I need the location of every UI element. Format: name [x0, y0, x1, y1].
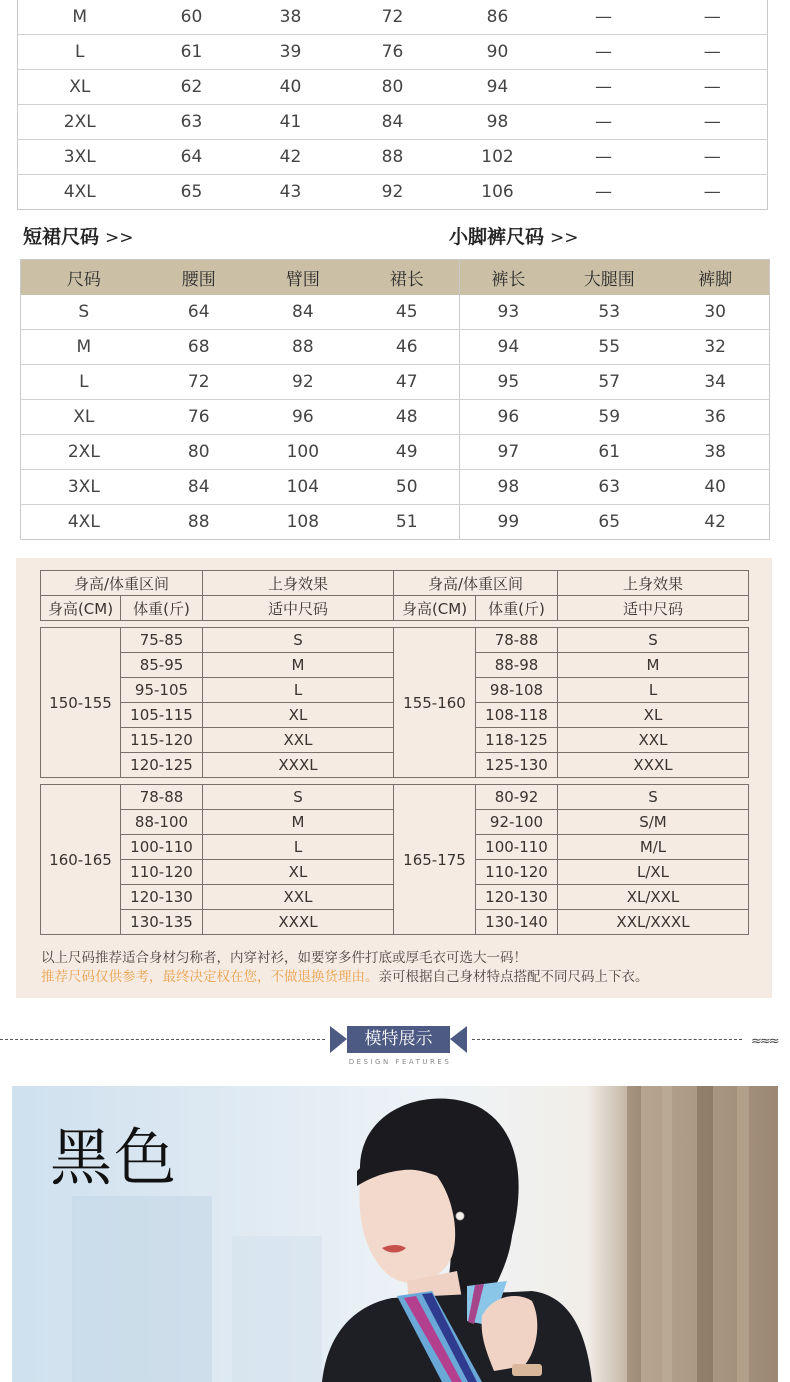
table-cell: 42 [704, 512, 726, 532]
table-cell: 62 [142, 70, 242, 105]
table-cell: — [550, 0, 658, 35]
table-cell: 104 [251, 470, 355, 505]
table-cell: M [203, 810, 394, 835]
table-cell: 76 [147, 400, 251, 435]
table-cell: 130-140 [476, 910, 558, 935]
divider-left [0, 1039, 325, 1040]
table-cell: 38 [242, 0, 340, 35]
table-cell: — [550, 105, 658, 140]
table-cell: 64 [142, 140, 242, 175]
table-cell: 47 [355, 365, 459, 400]
table-cell: 59 [557, 400, 661, 435]
table-cell: 80 [147, 435, 251, 470]
table-row [21, 365, 770, 400]
table-row [21, 295, 770, 330]
table-cell: M [203, 653, 394, 678]
table-cell: 93 [459, 295, 557, 330]
table-cell: 72 [340, 0, 446, 35]
table-cell: 65 [598, 512, 621, 532]
spacer-cell [41, 778, 749, 785]
size-recommendation-card [16, 558, 772, 998]
table-cell: 88 [187, 512, 210, 532]
table-cell: L [18, 35, 142, 70]
skirt-size-title: 短裙尺码 >> [23, 226, 134, 248]
table-cell: 63 [557, 470, 661, 505]
table-cell: 61 [142, 35, 242, 70]
table-cell: 98-108 [476, 678, 558, 703]
table-cell: 43 [279, 182, 302, 202]
table-cell: 102 [446, 140, 550, 175]
table-cell: 95-105 [121, 678, 203, 703]
table-cell: 85-95 [121, 653, 203, 678]
table-cell: — [658, 35, 768, 70]
table-cell: 51 [395, 512, 418, 532]
table-cell: — [658, 0, 768, 35]
table-cell: 63 [142, 105, 242, 140]
table-cell: 108-118 [476, 703, 558, 728]
table-cell: 80 [340, 70, 446, 105]
table-cell: XXXL [203, 910, 394, 935]
table-cell: 65 [180, 182, 203, 202]
table-cell: — [703, 182, 721, 202]
color-label: 黑色 [50, 1121, 179, 1194]
table-row [41, 596, 749, 621]
table-cell: XL/XXL [558, 885, 749, 910]
table-cell: 98 [446, 105, 550, 140]
table-cell: XXL/XXXL [558, 910, 749, 935]
column-header: 身高/体重区间 [41, 571, 203, 596]
table-cell: 92 [381, 182, 404, 202]
table-cell: 80-92 [476, 785, 558, 810]
table-cell: 84 [251, 295, 355, 330]
table-cell: — [550, 140, 658, 175]
column-header: 大腿围 [557, 260, 661, 296]
table-cell: M/L [558, 835, 749, 860]
table-cell: 68 [147, 330, 251, 365]
table-cell: L [203, 835, 394, 860]
table-cell: 42 [242, 140, 340, 175]
table-cell: 110-120 [121, 860, 203, 885]
table-cell: S [558, 785, 749, 810]
table-cell: 98 [459, 470, 557, 505]
table-cell: 84 [147, 470, 251, 505]
table-cell: 130-135 [121, 910, 203, 935]
table-cell: 96 [459, 400, 557, 435]
table-cell: L [21, 365, 147, 400]
table-cell: 120-125 [121, 753, 203, 778]
spacer-cell [41, 621, 749, 628]
table-cell: 30 [661, 295, 769, 330]
table-cell: 53 [557, 295, 661, 330]
table-cell: 49 [355, 435, 459, 470]
column-header: 身高(CM) [41, 596, 121, 621]
table-row [21, 435, 770, 470]
table-cell: 32 [661, 330, 769, 365]
column-header: 体重(斤) [121, 596, 203, 621]
height-range: 155-160 [394, 628, 476, 778]
table-cell: 40 [661, 470, 769, 505]
table-cell: — [550, 70, 658, 105]
table-cell: 96 [251, 400, 355, 435]
table-row [18, 0, 768, 35]
column-header: 臂围 [251, 260, 355, 296]
table-cell: — [658, 70, 768, 105]
upper-size-table [17, 0, 768, 210]
table-cell: 110-120 [476, 860, 558, 885]
height-range: 165-175 [394, 785, 476, 935]
table-cell: 90 [446, 35, 550, 70]
table-cell: 94 [459, 330, 557, 365]
table-cell: 88 [251, 330, 355, 365]
table-row [21, 505, 770, 540]
table-cell: XXL [203, 885, 394, 910]
table-cell: XL [18, 70, 142, 105]
table-row [21, 470, 770, 505]
table-cell: 3XL [21, 470, 147, 505]
table-cell: — [595, 182, 612, 202]
table-cell: 38 [661, 435, 769, 470]
column-header: 腰围 [147, 260, 251, 296]
table-cell: 92-100 [476, 810, 558, 835]
column-header: 裙长 [355, 260, 459, 296]
table-cell: 2XL [18, 105, 142, 140]
table-cell: S [558, 628, 749, 653]
table-cell: 72 [147, 365, 251, 400]
table-cell: 95 [459, 365, 557, 400]
table-row [18, 70, 768, 105]
table-cell: XXXL [558, 753, 749, 778]
table-row [18, 35, 768, 70]
table-cell: XL [558, 703, 749, 728]
table-cell: 84 [340, 105, 446, 140]
table-cell: 94 [446, 70, 550, 105]
table-cell: 64 [147, 295, 251, 330]
table-cell: 100-110 [121, 835, 203, 860]
table-cell: L [558, 678, 749, 703]
table-cell: 100-110 [476, 835, 558, 860]
table-cell: M [18, 0, 142, 35]
height-weight-table [40, 570, 749, 935]
height-range: 160-165 [41, 785, 121, 935]
table-cell: 45 [355, 295, 459, 330]
table-cell: S [21, 295, 147, 330]
table-cell: 39 [242, 35, 340, 70]
table-row [41, 785, 749, 810]
column-header: 上身效果 [558, 571, 749, 596]
model-photo [12, 1086, 778, 1382]
table-cell: 76 [340, 35, 446, 70]
wave-icon: ≈≈≈ [751, 1034, 778, 1049]
table-cell: M [21, 330, 147, 365]
title-arrow: >> [105, 228, 134, 248]
table-cell: XXL [558, 728, 749, 753]
column-header: 身高/体重区间 [394, 571, 558, 596]
column-header: 裤脚 [661, 260, 769, 296]
table-cell: 57 [557, 365, 661, 400]
table-row [18, 105, 768, 140]
banner-ribbon-left [330, 1026, 347, 1053]
table-cell: M [558, 653, 749, 678]
table-cell: 61 [557, 435, 661, 470]
table-cell: 55 [557, 330, 661, 365]
table-cell: 46 [355, 330, 459, 365]
table-cell: — [658, 105, 768, 140]
table-cell: XXL [203, 728, 394, 753]
table-cell: 108 [286, 512, 320, 532]
table-row [21, 400, 770, 435]
table-cell: 48 [355, 400, 459, 435]
table-cell: 4XL [67, 512, 100, 532]
table-cell: 88-98 [476, 653, 558, 678]
table-cell: 78-88 [121, 785, 203, 810]
table-cell: 100 [251, 435, 355, 470]
table-cell: L [203, 678, 394, 703]
table-cell: 40 [242, 70, 340, 105]
column-header: 适中尺码 [558, 596, 749, 621]
column-header: 尺码 [21, 260, 147, 296]
table-cell: XL [21, 400, 147, 435]
table-cell: 99 [459, 505, 557, 540]
table-cell: 115-120 [121, 728, 203, 753]
table-cell: 120-130 [121, 885, 203, 910]
table-cell: 36 [661, 400, 769, 435]
table-cell: 4XL [63, 182, 96, 202]
table-row [18, 175, 768, 210]
block-spacer [41, 778, 749, 785]
height-range: 150-155 [41, 628, 121, 778]
table-cell: 105-115 [121, 703, 203, 728]
disclaimer-note: 推荐尺码仅供参考，最终决定权在您，不做退换货理由。亲可根据自己身材特点搭配不同尺码上下衣。 [41, 969, 649, 985]
title-arrow: >> [550, 228, 579, 248]
table-cell: 86 [446, 0, 550, 35]
table-cell: 88 [340, 140, 446, 175]
table-row [21, 330, 770, 365]
table-cell: 2XL [21, 435, 147, 470]
table-cell: 60 [142, 0, 242, 35]
table-cell: 78-88 [476, 628, 558, 653]
table-cell: S [203, 785, 394, 810]
table-row [41, 628, 749, 653]
skirt-pants-size-table [20, 259, 770, 540]
table-cell: XXXL [203, 753, 394, 778]
table-row [41, 571, 749, 596]
table-row [18, 140, 768, 175]
table-cell: 106 [481, 182, 514, 202]
banner-subtitle: DESIGN FEATURES [348, 1058, 452, 1066]
table-cell: 118-125 [476, 728, 558, 753]
table-cell: 3XL [18, 140, 142, 175]
table-cell: 97 [459, 435, 557, 470]
section-banner: 模特展示 [347, 1026, 450, 1053]
table-cell: 88-100 [121, 810, 203, 835]
table-cell: XL [203, 703, 394, 728]
table-cell: — [658, 140, 768, 175]
block-spacer [41, 621, 749, 628]
table-cell: 50 [355, 470, 459, 505]
table-cell: 125-130 [476, 753, 558, 778]
table-cell: S [203, 628, 394, 653]
pants-size-title: 小脚裤尺码 >> [449, 226, 579, 248]
column-header: 裤长 [459, 260, 557, 296]
table-cell: L/XL [558, 860, 749, 885]
column-header: 体重(斤) [476, 596, 558, 621]
table-cell: 34 [661, 365, 769, 400]
table-cell: 120-130 [476, 885, 558, 910]
table-cell: S/M [558, 810, 749, 835]
divider-right [472, 1039, 742, 1040]
column-header: 上身效果 [203, 571, 394, 596]
table-cell: — [550, 35, 658, 70]
banner-ribbon-right [450, 1026, 467, 1053]
size-note: 以上尺码推荐适合身材匀称者，内穿衬衫，如要穿多件打底或厚毛衣可选大一码！ [41, 950, 527, 966]
table-cell: 41 [242, 105, 340, 140]
table-cell: XL [203, 860, 394, 885]
column-header: 身高(CM) [394, 596, 476, 621]
table-cell: 92 [251, 365, 355, 400]
table-cell: 75-85 [121, 628, 203, 653]
column-header: 适中尺码 [203, 596, 394, 621]
